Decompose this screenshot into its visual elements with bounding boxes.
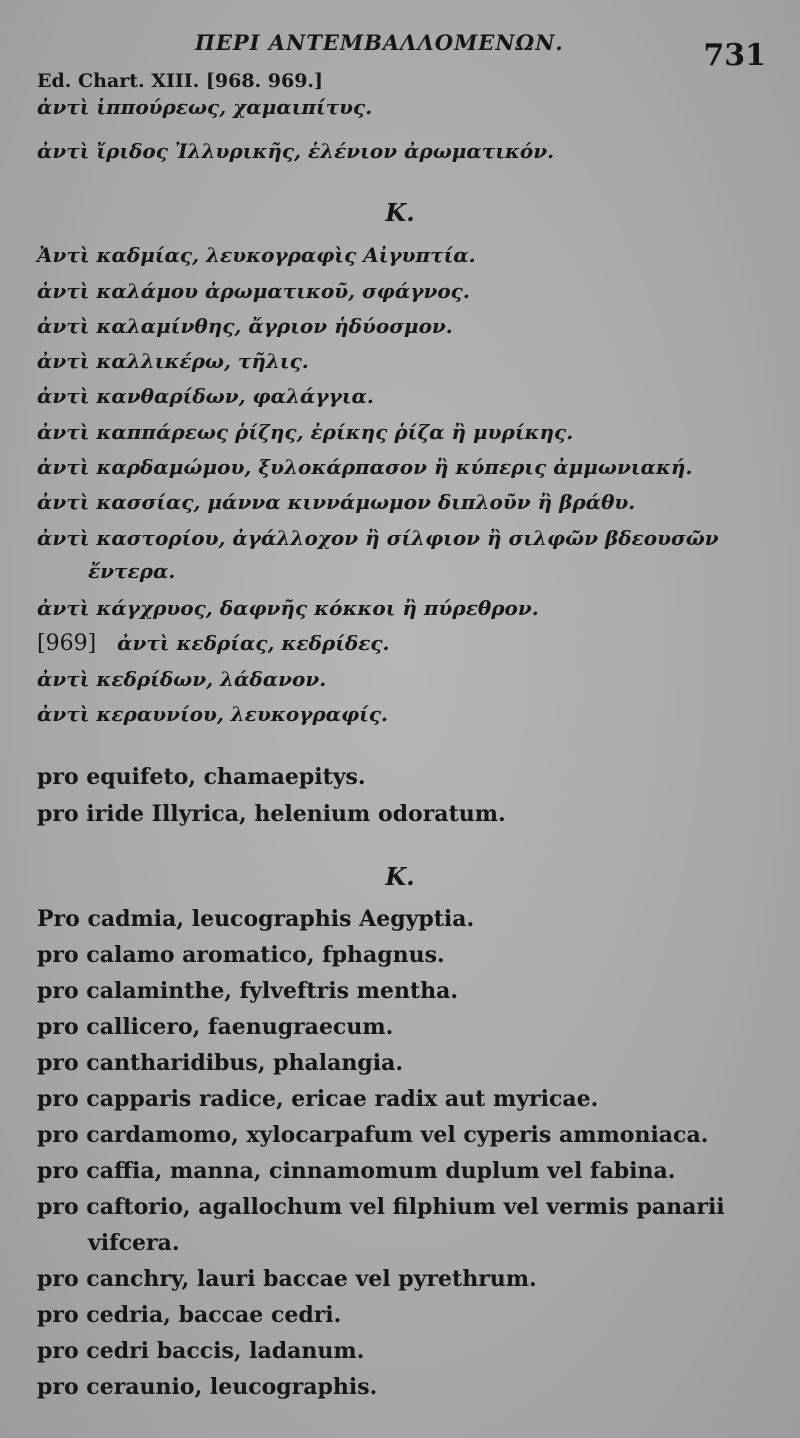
latin-section-letter: K. — [385, 862, 415, 891]
latin-entry: Pro cadmia, leucographis Aegyptia. — [37, 906, 475, 932]
latin-entry: pro cardamomo, xylocarpafum vel cyperis ammoniaca. — [37, 1122, 709, 1148]
latin-entry: pro caffia, manna, cinnamomum duplum vel fabina. — [37, 1158, 676, 1184]
greek-entry: ἀντὶ ἱππούρεως, χαμαιπίτυς. — [37, 95, 373, 119]
latin-entry: pro iride Illyrica, helenium odoratum. — [37, 801, 506, 827]
edition-reference: Ed. Chart. XIII. [968. 969.] — [37, 70, 324, 92]
greek-entry: ἀντὶ καππάρεως ῥίζης, ἐρίκης ῥίζα ἢ μυρίκης. — [37, 420, 574, 444]
latin-entry-continuation: vifcera. — [88, 1230, 180, 1256]
latin-entry: pro capparis radice, ericae radix aut myricae. — [37, 1086, 599, 1112]
latin-entry: pro caftorio, agallochum vel filphium vel vermis panarii — [37, 1194, 725, 1220]
latin-entry: pro callicero, faenugraecum. — [37, 1014, 394, 1040]
greek-entry: ἀντὶ καστορίου, ἀγάλλοχον ἢ σίλφιον ἢ σιλφῶν βδεουσῶν — [37, 526, 719, 550]
latin-entry: pro cedri baccis, ladanum. — [37, 1338, 365, 1364]
latin-entry: pro canchry, lauri baccae vel pyrethrum. — [37, 1266, 537, 1292]
latin-entry: pro cantharidibus, phalangia. — [37, 1050, 404, 1076]
greek-entry: ἀντὶ κεδρίας, κεδρίδες. — [117, 631, 390, 655]
greek-entry: ἀντὶ καλάμου ἀρωματικοῦ, σφάγνος. — [37, 279, 470, 303]
greek-entry: Ἀντὶ καδμίας, λευκογραφὶς Αἰγυπτία. — [37, 243, 476, 267]
greek-entry: ἀντὶ κεραυνίου, λευκογραφίς. — [37, 702, 388, 726]
greek-entry: ἀντὶ καλαμίνθης, ἄγριον ἡδύοσμον. — [37, 314, 453, 338]
latin-entry: pro calamo aromatico, fphagnus. — [37, 942, 445, 968]
page-bracket-reference: [969] — [37, 631, 97, 656]
greek-entry: ἀντὶ ἴριδος Ἰλλυρικῆς, ἑλένιον ἀρωματικόν. — [37, 139, 555, 163]
greek-entry: ἀντὶ καλλικέρω, τῆλις. — [37, 349, 309, 373]
page-number: 731 — [703, 38, 766, 73]
greek-entry: ἀντὶ κανθαρίδων, φαλάγγια. — [37, 384, 374, 408]
latin-entry: pro equifeto, chamaepitys. — [37, 764, 366, 790]
greek-entry: ἀντὶ κασσίας, μάννα κιννάμωμον διπλοῦν ἢ βράθυ. — [37, 490, 636, 514]
greek-section-letter: K. — [385, 198, 415, 227]
greek-entry: ἀντὶ κάγχρυος, δαφνῆς κόκκοι ἢ πύρεθρον. — [37, 596, 539, 620]
greek-entry-continuation: ἔντερα. — [88, 559, 176, 583]
latin-entry: pro cedria, baccae cedri. — [37, 1302, 342, 1328]
greek-entry-row — [37, 628, 776, 659]
running-title: ΠΕΡΙ ΑΝΤΕΜΒΑΛΛΟΜΕΝΩΝ. — [195, 30, 564, 55]
greek-entry: ἀντὶ καρδαμώμου, ξυλοκάρπασον ἢ κύπερις ἀμμωνιακή. — [37, 455, 693, 479]
greek-entry: ἀντὶ κεδρίδων, λάδανον. — [37, 667, 327, 691]
latin-entry: pro ceraunio, leucographis. — [37, 1374, 378, 1400]
latin-entry: pro calaminthe, fylveftris mentha. — [37, 978, 459, 1004]
